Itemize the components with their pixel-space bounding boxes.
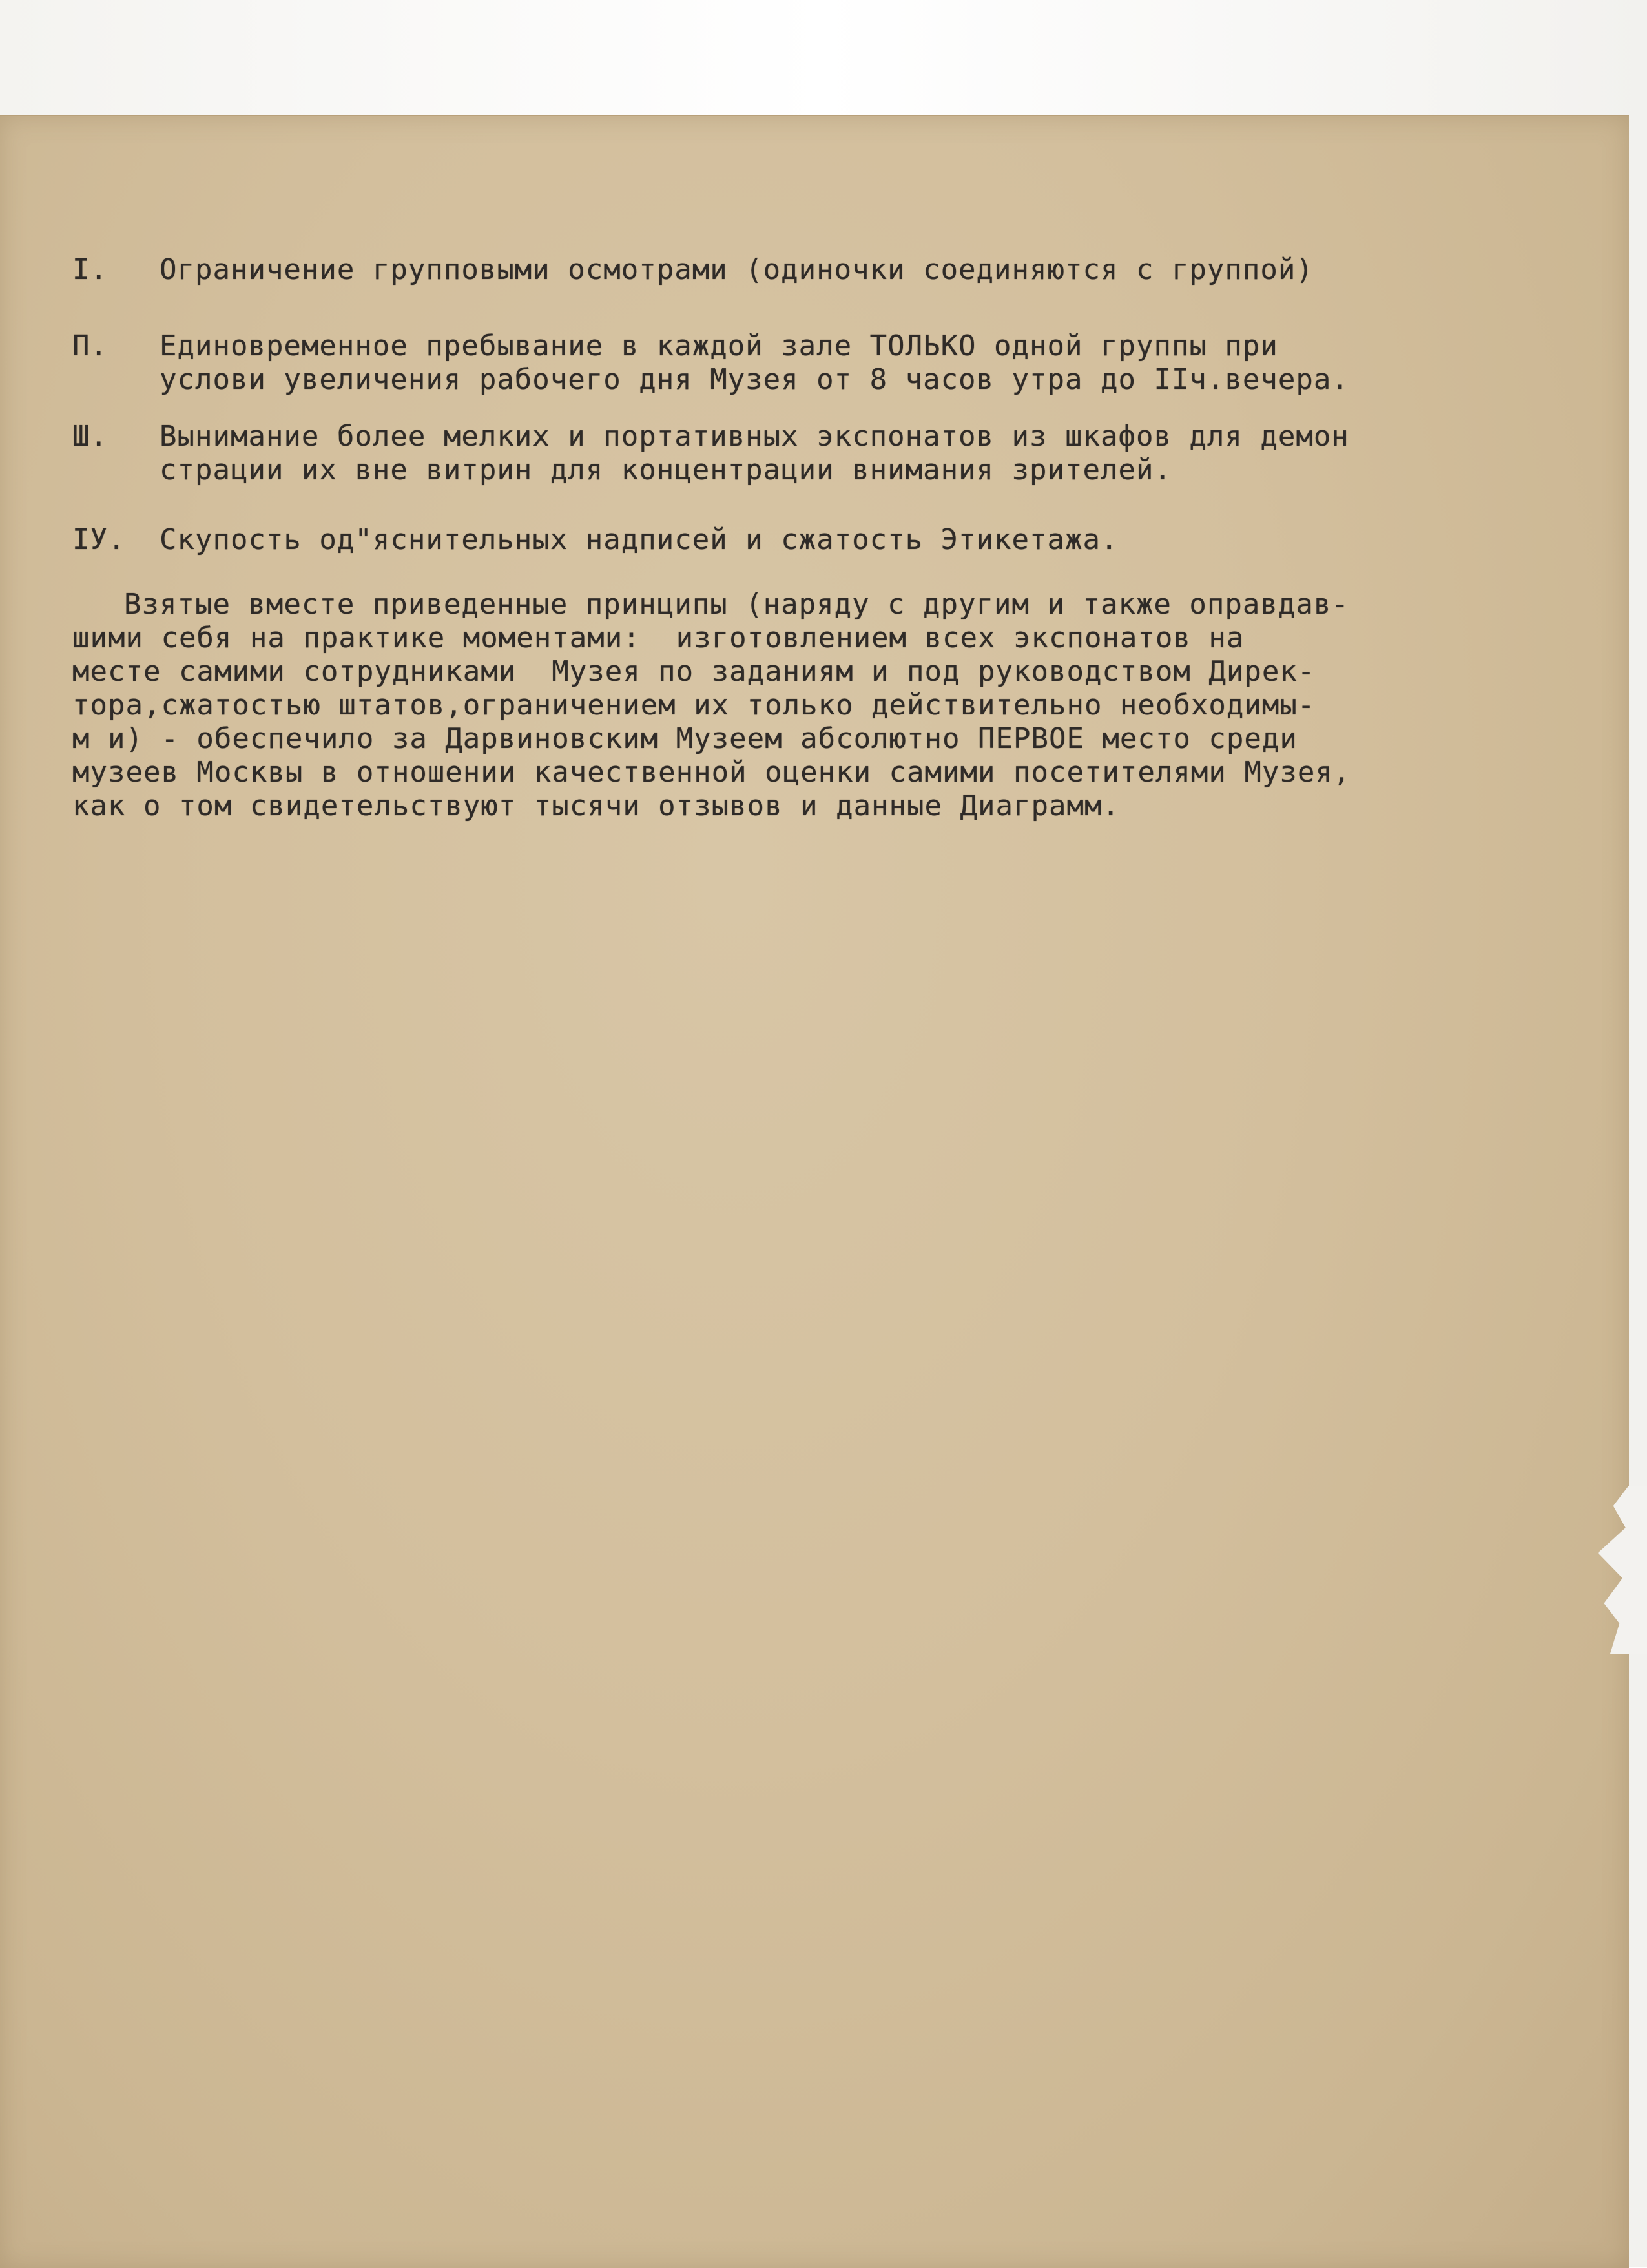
text-line: шими себя на практике моментами: изготовлением всех экспонатов на: [72, 621, 1245, 654]
text-line: Ограничение групповыми осмотрами (одиночки соединяются с группой): [160, 253, 1314, 286]
text-line: как о том свидетельствуют тысячи отзывов и данные Диаграмм.: [72, 789, 1120, 822]
list-item-text: [160, 253, 1647, 287]
summary-paragraph: [72, 588, 1635, 823]
list-item-text: [160, 523, 1647, 557]
text-line: месте самими сотрудниками Музея по заданиям и под руководством Дирек-: [72, 655, 1316, 688]
text-line: м и) - обеспечило за Дарвиновским Музеем абсолютно ПЕРВОЕ место среди: [72, 722, 1298, 755]
text-line: тора,сжатостью штатов,ограничением их только действительно необходимы-: [72, 689, 1316, 722]
list-item-text: [160, 329, 1647, 397]
list-item-number: П.: [72, 329, 108, 362]
list-item-number: IУ.: [72, 523, 126, 556]
text-line: страции их вне витрин для концентрации внимания зрителей.: [160, 453, 1172, 486]
text-line: услови увеличения рабочего дня Музея от 8 часов утра до IIч.вечера.: [160, 363, 1349, 396]
list-item-number: I.: [72, 253, 108, 286]
text-line: Взятые вместе приведенные принципы (наряду с другим и также оправдав-: [124, 588, 1349, 621]
text-line: музеев Москвы в отношении качественной оценки самими посетителями Музея,: [72, 756, 1351, 789]
text-line: Вынимание более мелких и портативных экспонатов из шкафов для демон: [160, 420, 1349, 453]
text-line: Скупость од"яснительных надписей и сжатость Этикетажа.: [160, 523, 1119, 556]
text-line: Единовременное пребывание в каждой зале ТОЛЬКО одной группы при: [160, 329, 1278, 362]
list-item-number: Ш.: [72, 420, 108, 453]
list-item-text: [160, 420, 1647, 487]
